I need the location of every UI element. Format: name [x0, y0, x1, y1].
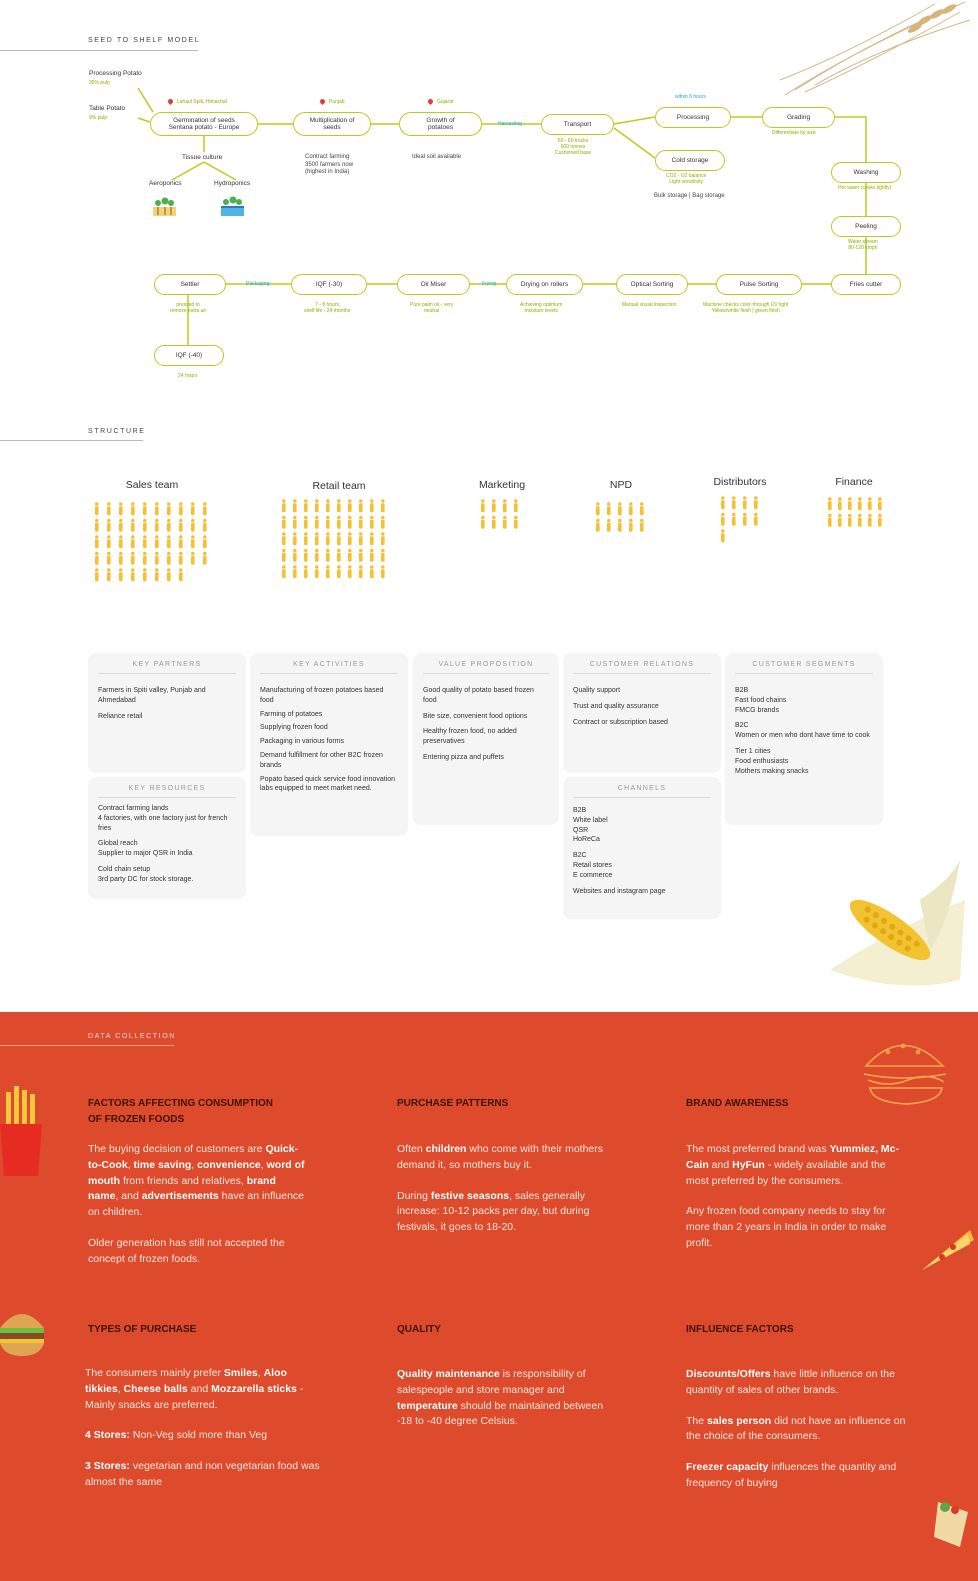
aeroponics-label: Aeroponics — [149, 180, 182, 187]
person-icon — [95, 535, 99, 548]
person-icon — [282, 499, 286, 512]
person-icon — [304, 565, 308, 578]
person-icon — [179, 519, 183, 532]
hydroponics-label: Hydroponics — [214, 180, 251, 187]
person-icon — [754, 513, 758, 526]
person-icon — [119, 552, 123, 565]
person-icon — [282, 516, 286, 529]
person-icon — [282, 565, 286, 578]
card-item: B2C Women or men who dont have time to cook — [735, 722, 870, 740]
body-paragraph: Freezer capacity influences the quantity and frequency of buying — [686, 1461, 897, 1489]
team-grid-npd — [593, 502, 653, 540]
person-icon — [492, 499, 496, 512]
card-title: VALUE PROPOSITION — [423, 661, 549, 674]
person-icon — [326, 499, 330, 512]
card-title: KEY ACTIVITIES — [260, 661, 398, 674]
note-iqf-30: 7 - 8 hours shelf life - 24 months — [304, 302, 351, 314]
person-icon — [119, 568, 123, 581]
person-icon — [155, 568, 159, 581]
person-icon — [167, 502, 171, 515]
location-label: Gujarat — [437, 99, 454, 105]
data-collection-divider — [0, 1045, 174, 1046]
person-icon — [337, 565, 341, 578]
person-icon — [828, 497, 832, 510]
person-icon — [107, 535, 111, 548]
canvas-customer-relations — [563, 653, 721, 773]
person-icon — [618, 502, 622, 515]
person-icon — [191, 535, 195, 548]
person-icon — [359, 549, 363, 562]
team-label-npd: NPD — [609, 479, 633, 491]
person-icon — [337, 499, 341, 512]
input-processing-potato-note: 35% pulp — [89, 80, 110, 86]
person-icon — [640, 502, 644, 515]
note-washing: Hot water (cooks lightly) — [838, 185, 892, 191]
person-icon — [155, 535, 159, 548]
person-icon — [143, 502, 147, 515]
note-peeling: Water stream 80-120 kmph — [848, 239, 878, 251]
seed-to-shelf-title: SEED TO SHELF MODEL — [88, 37, 201, 44]
hydroponics-icon — [220, 195, 245, 217]
node-settler: Settler — [154, 274, 226, 295]
person-icon — [326, 549, 330, 562]
card-item: Entering pizza and puffets — [423, 753, 504, 761]
node-cold-storage: Cold storage — [655, 150, 725, 171]
note-bulk-storage: Bulk storage | Bag storage — [654, 193, 725, 199]
person-icon — [167, 519, 171, 532]
node-washing: Washing — [831, 162, 901, 183]
card-item: Global reach Supplier to major QSR in India — [98, 840, 193, 858]
card-item: Bite size, convenient food options — [423, 712, 528, 720]
team-grid-finance — [825, 497, 885, 535]
person-icon — [119, 535, 123, 548]
person-icon — [721, 513, 725, 526]
body-paragraph: The sales person did not have an influence on the choice of the consumers. — [686, 1414, 906, 1443]
body-types-of-purchase — [85, 1366, 325, 1506]
person-icon — [179, 502, 183, 515]
note-contract-farming: Contract farming 3500 farmers now (highest in India) — [305, 154, 354, 175]
body-paragraph: Older generation has still not accepted the concept of frozen foods. — [88, 1236, 285, 1265]
person-icon — [203, 519, 207, 532]
person-icon — [293, 516, 297, 529]
person-icon — [191, 552, 195, 565]
burger-outline-icon — [858, 1030, 953, 1110]
person-icon — [143, 519, 147, 532]
location-label: Punjab — [329, 99, 345, 105]
card-item: Popato based quick service food innovation labs equipped to meet market need. — [260, 775, 396, 793]
person-icon — [293, 499, 297, 512]
person-icon — [848, 514, 852, 527]
body-quality — [397, 1367, 612, 1445]
person-icon — [326, 565, 330, 578]
person-icon — [304, 549, 308, 562]
person-icon — [107, 502, 111, 515]
person-icon — [179, 535, 183, 548]
person-icon — [348, 516, 352, 529]
card-item: Websites and instagram page — [573, 887, 666, 895]
structure-title: STRUCTURE — [88, 428, 146, 435]
person-icon — [143, 535, 147, 548]
card-title: CUSTOMER SEGMENTS — [735, 661, 873, 674]
person-icon — [743, 496, 747, 509]
card-item: Farming of potatoes — [260, 710, 323, 718]
team-grid-distributors — [718, 496, 768, 551]
person-icon — [359, 532, 363, 545]
node-fries-cutter: Fries cutter — [831, 274, 901, 295]
heading-brand-awareness: BRAND AWARENESS — [686, 1098, 789, 1109]
canvas-key-activities — [250, 653, 408, 836]
location-gujarat — [428, 99, 453, 105]
node-oil-miser: Oil Miser — [397, 274, 470, 295]
card-item: Quality support — [573, 687, 621, 694]
person-icon — [131, 568, 135, 581]
person-icon — [492, 516, 496, 529]
body-factors — [88, 1142, 308, 1282]
person-icon — [838, 497, 842, 510]
team-grid-retail — [279, 499, 399, 587]
person-icon — [370, 516, 374, 529]
person-icon — [514, 499, 518, 512]
person-icon — [107, 552, 111, 565]
note-oil-miser: Pure palm oil - very neutral — [410, 302, 454, 314]
card-item: Demand fulfillment for other B2C frozen brands — [260, 751, 383, 769]
edge-packaging: Packaging — [246, 281, 270, 287]
person-icon — [107, 519, 111, 532]
person-icon — [743, 513, 747, 526]
structure-divider — [0, 440, 143, 441]
person-icon — [143, 552, 147, 565]
body-brand-awareness — [686, 1142, 911, 1267]
person-icon — [607, 502, 611, 515]
team-label-retail: Retail team — [312, 480, 366, 492]
card-title: CUSTOMER RELATIONS — [573, 661, 711, 674]
heading-quality: QUALITY — [397, 1324, 441, 1335]
person-icon — [828, 514, 832, 527]
card-item: Packaging in various forms — [260, 738, 345, 746]
person-icon — [596, 519, 600, 532]
person-icon — [293, 532, 297, 545]
person-icon — [381, 516, 385, 529]
tissue-culture-label: Tissue culture — [182, 154, 223, 161]
person-icon — [481, 516, 485, 529]
canvas-key-resources — [88, 777, 246, 899]
body-paragraph: The most preferred brand was Yummiez, Mc-Cain and HyFun - widely available and the most preferred by the consumers. — [686, 1143, 900, 1187]
person-icon — [326, 532, 330, 545]
person-icon — [95, 519, 99, 532]
person-icon — [203, 535, 207, 548]
input-processing-potato: Processing Potato — [89, 70, 142, 77]
note-pulse-sorting: Machine checks color through UV light Yellow/white flesh | green flesh — [703, 302, 789, 314]
card-title: CHANNELS — [573, 785, 711, 798]
person-icon — [191, 519, 195, 532]
person-icon — [304, 532, 308, 545]
person-icon — [107, 568, 111, 581]
person-icon — [514, 516, 518, 529]
fries-icon — [0, 1084, 45, 1184]
person-icon — [95, 552, 99, 565]
person-icon — [119, 519, 123, 532]
canvas-value-proposition — [413, 653, 559, 825]
person-icon — [348, 499, 352, 512]
person-icon — [721, 529, 725, 542]
person-icon — [315, 499, 319, 512]
person-icon — [326, 516, 330, 529]
person-icon — [481, 499, 485, 512]
location-lahaul — [168, 99, 227, 105]
card-title: KEY PARTNERS — [98, 661, 236, 674]
person-icon — [348, 565, 352, 578]
node-iqf-40: IQF (-40) — [154, 345, 224, 366]
card-item: Contract farming lands 4 factories, with one factory just for french fries — [98, 805, 228, 832]
person-icon — [503, 516, 507, 529]
aeroponics-icon — [152, 195, 177, 217]
team-grid-marketing — [478, 499, 538, 537]
location-pin-icon — [167, 98, 174, 105]
location-pin-icon — [427, 98, 434, 105]
person-icon — [640, 519, 644, 532]
body-paragraph: Discounts/Offers have little influence on the quantity of sales of other brands. — [686, 1368, 895, 1396]
note-drying: Achieving optimum moisture levels — [520, 302, 563, 314]
person-icon — [203, 552, 207, 565]
person-icon — [293, 565, 297, 578]
node-peeling: Peeling — [831, 216, 901, 237]
card-item: B2C Retail stores E commerce — [573, 852, 613, 879]
location-punjab — [320, 99, 345, 105]
person-icon — [359, 565, 363, 578]
person-icon — [607, 519, 611, 532]
note-iqf-40: 24 hours — [178, 373, 198, 379]
node-iqf-30: IQF (-30) — [291, 274, 367, 295]
edge-frying: Frying — [482, 281, 496, 287]
person-icon — [131, 519, 135, 532]
person-icon — [878, 514, 882, 527]
canvas-customer-segments — [725, 653, 883, 825]
burger-icon — [0, 1300, 46, 1360]
flow-connectors — [0, 0, 978, 400]
note-optical-sorting: Manual visual inspection — [622, 302, 677, 308]
card-item: Reliance retail — [98, 712, 143, 720]
location-label: Lahaul Spiti, Himachal — [177, 99, 227, 105]
body-paragraph: Quality maintenance is responsibility of salespeople and store manager and temperature should be maintained between -18 to -40 degree Celsius. — [397, 1368, 604, 1428]
person-icon — [304, 516, 308, 529]
card-item: B2B Fast food chains FMCG brands — [735, 687, 787, 714]
node-germination: Germination of seeds Sentana potato - Europe — [150, 112, 258, 136]
person-icon — [337, 516, 341, 529]
person-icon — [304, 499, 308, 512]
person-icon — [167, 552, 171, 565]
person-icon — [629, 502, 633, 515]
data-collection-title: DATA COLLECTION — [88, 1033, 176, 1040]
card-item: Farmers in Spiti valley, Punjab and Ahmedabad — [98, 687, 206, 704]
node-optical-sorting: Optical Sorting — [616, 274, 688, 295]
person-icon — [179, 568, 183, 581]
node-processing: Processing — [655, 107, 731, 128]
team-label-distributors: Distributors — [713, 476, 767, 488]
person-icon — [315, 565, 319, 578]
note-ideal-soil: Ideal soil available — [412, 154, 462, 160]
node-transport: Transport — [541, 114, 614, 135]
person-icon — [203, 502, 207, 515]
data-collection-section — [0, 1012, 978, 1581]
card-title: KEY RESOURCES — [98, 785, 236, 798]
node-drying: Drying on rollers — [506, 274, 583, 295]
wrap-icon — [930, 1492, 975, 1552]
team-label-marketing: Marketing — [478, 479, 526, 491]
person-icon — [95, 502, 99, 515]
person-icon — [315, 532, 319, 545]
person-icon — [732, 496, 736, 509]
body-paragraph: Any frozen food company needs to stay for more than 2 years in India in order to make profit. — [686, 1205, 887, 1249]
node-grading: Grading — [762, 107, 835, 128]
person-icon — [155, 552, 159, 565]
person-icon — [381, 499, 385, 512]
person-icon — [315, 516, 319, 529]
person-icon — [131, 552, 135, 565]
body-paragraph: The buying decision of customers are Quick-to-Cook, time saving, convenience, word of mouth from friends and relatives, brand name, and advertisements have an influence on children. — [88, 1143, 305, 1218]
card-item: Contract or subscription based — [573, 718, 668, 726]
team-label-sales: Sales team — [125, 479, 179, 491]
person-icon — [95, 568, 99, 581]
person-icon — [868, 514, 872, 527]
body-paragraph: Often children who come with their mothers demand it, so mothers buy it. — [397, 1143, 604, 1171]
heading-types-of-purchase: TYPES OF PURCHASE — [88, 1324, 197, 1335]
person-icon — [618, 519, 622, 532]
person-icon — [370, 499, 374, 512]
note-within-hours: within 8 hours — [675, 94, 706, 100]
heading-purchase-patterns: PURCHASE PATTERNS — [397, 1098, 509, 1109]
person-icon — [131, 535, 135, 548]
person-icon — [503, 499, 507, 512]
note-settler: pressed to remove extra air — [170, 302, 207, 314]
person-icon — [838, 514, 842, 527]
body-purchase-patterns — [397, 1142, 612, 1251]
person-icon — [337, 532, 341, 545]
card-item: Tier 1 cities Food enthusiasts Mothers making snacks — [735, 747, 809, 775]
person-icon — [348, 532, 352, 545]
card-item: Good quality of potato based frozen food — [423, 687, 534, 704]
person-icon — [167, 568, 171, 581]
node-pulse-sorting: Pulse Sorting — [716, 274, 802, 295]
person-icon — [370, 565, 374, 578]
card-item: Cold chain setup 3rd party DC for stock storage. — [98, 865, 194, 883]
body-paragraph: 4 Stores: Non-Veg sold more than Veg — [85, 1429, 268, 1442]
body-influence-factors — [686, 1367, 911, 1507]
person-icon — [721, 496, 725, 509]
person-icon — [848, 497, 852, 510]
person-icon — [155, 502, 159, 515]
canvas-key-partners — [88, 653, 246, 773]
body-paragraph: During festive seasons, sales generally increase: 10-12 packs per day, but during festivals, it goes to 18-20. — [397, 1189, 590, 1233]
heading-factors: FACTORS AFFECTING CONSUMPTION OF FROZEN FOODS — [88, 1098, 273, 1125]
person-icon — [370, 532, 374, 545]
input-table-potato: Table Potato — [89, 105, 126, 112]
person-icon — [381, 565, 385, 578]
person-icon — [858, 514, 862, 527]
corn-decoration — [800, 860, 970, 1000]
input-table-potato-note: 9% pulp — [89, 115, 108, 121]
card-item: Supplying frozen food — [260, 724, 328, 732]
edge-harvesting: Harvesting — [498, 121, 522, 127]
person-icon — [282, 549, 286, 562]
body-paragraph: The consumers mainly prefer Smiles, Aloo tikkies, Cheese balls and Mozzarella sticks - Mainly snacks are preferred. — [85, 1367, 304, 1411]
person-icon — [858, 497, 862, 510]
person-icon — [191, 502, 195, 515]
person-icon — [119, 502, 123, 515]
person-icon — [732, 513, 736, 526]
person-icon — [155, 519, 159, 532]
node-growth: Growth of potatoes — [399, 112, 482, 136]
canvas-channels — [563, 777, 721, 919]
person-icon — [868, 497, 872, 510]
person-icon — [878, 497, 882, 510]
person-icon — [359, 499, 363, 512]
person-icon — [179, 552, 183, 565]
person-icon — [359, 516, 363, 529]
card-item: Healthy frozen food, no added preservatives — [423, 728, 517, 746]
body-paragraph: 3 Stores: vegetarian and non vegetarian food was almost the same — [85, 1460, 320, 1488]
note-cold-storage: CO2 - O2 balance Light sensitivity — [666, 173, 707, 185]
team-label-finance: Finance — [835, 476, 873, 488]
person-icon — [348, 549, 352, 562]
person-icon — [381, 549, 385, 562]
card-item: B2B White label QSR HoReCa — [573, 807, 608, 844]
pizza-icon — [918, 1222, 976, 1282]
person-icon — [131, 502, 135, 515]
person-icon — [629, 519, 633, 532]
person-icon — [293, 549, 297, 562]
note-grading: Differentiate by size — [772, 130, 816, 136]
card-item: Trust and quality assurance — [573, 702, 659, 710]
person-icon — [754, 496, 758, 509]
person-icon — [337, 549, 341, 562]
person-icon — [282, 532, 286, 545]
card-item: Manufacturing of frozen potatoes based food — [260, 687, 384, 704]
team-grid-sales — [92, 502, 222, 590]
note-transport: 50 - 60 trucks 600 tonnes Cushioned base — [555, 138, 592, 156]
person-icon — [381, 532, 385, 545]
heading-influence-factors: INFLUENCE FACTORS — [686, 1324, 794, 1335]
person-icon — [143, 568, 147, 581]
person-icon — [596, 502, 600, 515]
location-pin-icon — [319, 98, 326, 105]
person-icon — [167, 535, 171, 548]
person-icon — [315, 549, 319, 562]
person-icon — [370, 549, 374, 562]
node-multiplication: Multiplication of seeds — [293, 112, 371, 136]
